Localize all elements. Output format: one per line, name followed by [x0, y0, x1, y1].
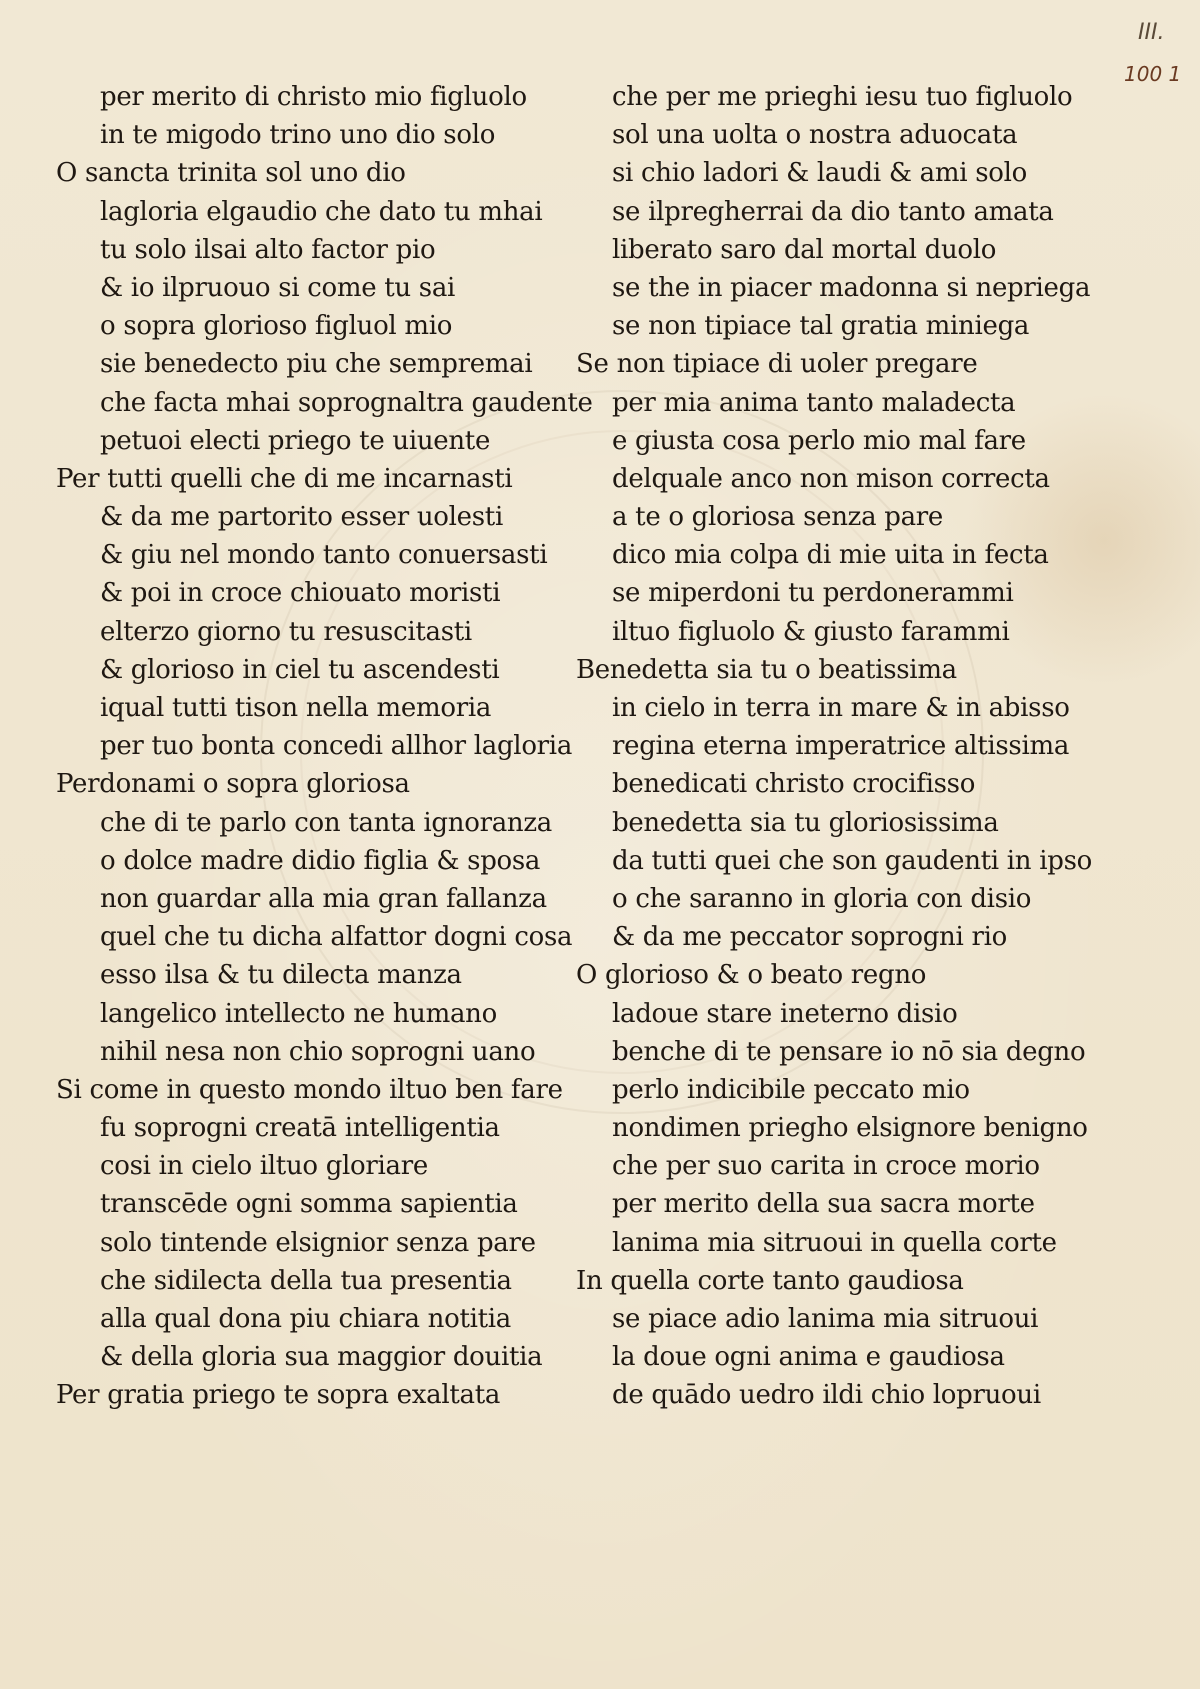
right-verse-line: se piace adio lanima mia sitruoui	[612, 1304, 1039, 1334]
right-verse-line: e giusta cosa perlo mio mal fare	[612, 425, 1026, 456]
left-verse-line: non guardar alla mia gran fallanza	[100, 883, 547, 914]
right-verse-line: se non tipiace tal gratia miniega	[612, 311, 1030, 342]
right-verse-line: dico mia colpa di mie uita in fecta	[612, 540, 1049, 571]
left-verse-line: o sopra glorioso figluol mio	[100, 311, 453, 342]
left-verse-line: in te migodo trino uno dio solo	[100, 120, 496, 151]
right-verse-line: In quella corte tanto gaudiosa	[576, 1265, 964, 1296]
handwritten-margin-note: 100 1	[1124, 62, 1182, 86]
right-verse-line: lanima mia sitruoui in quella corte	[612, 1227, 1057, 1258]
right-verse-line: si chio ladori & laudi & ami solo	[612, 158, 1027, 189]
left-verse-line: tu solo ilsai alto factor pio	[100, 234, 436, 265]
left-verse-line: solo tintende elsignior senza pare	[100, 1227, 536, 1258]
left-verse-line: Perdonami o sopra gloriosa	[56, 769, 410, 800]
right-verse-line: a te o gloriosa senza pare	[612, 502, 944, 533]
right-verse-line: benedetta sia tu gloriosissima	[612, 807, 999, 838]
right-verse-line: nondimen priegho elsignore benigno	[612, 1113, 1088, 1144]
right-verse-line: benedicati christo crocifisso	[612, 769, 976, 800]
right-verse-line: la doue ogni anima e gaudiosa	[612, 1342, 1005, 1373]
right-verse-line: se ilpregherrai da dio tanto amata	[612, 196, 1054, 227]
right-verse-line: Benedetta sia tu o beatissima	[576, 654, 957, 685]
right-verse-line: se the in piacer madonna si nepriega	[612, 272, 1091, 303]
right-verse-line: per merito della sua sacra morte	[612, 1189, 1035, 1220]
right-verse-line: sol una uolta o nostra aduocata	[612, 120, 1018, 151]
left-verse-line: esso ilsa & tu dilecta manza	[100, 960, 462, 991]
right-verse-line: perlo indicibile peccato mio	[612, 1074, 970, 1105]
left-verse-line: & da me partorito esser uolesti	[100, 502, 503, 533]
left-verse-line: & giu nel mondo tanto conuersasti	[100, 540, 548, 571]
left-verse-line: sie benedecto piu che sempremai	[100, 349, 533, 380]
right-verse-line: delquale anco non mison correcta	[612, 463, 1050, 494]
left-text-column	[56, 78, 593, 1415]
left-verse-line: elterzo giorno tu resuscitasti	[100, 616, 472, 647]
left-verse-line: fu soprogni creatā intelligentia	[100, 1113, 500, 1144]
right-verse-line: ladoue stare ineterno disio	[612, 998, 958, 1029]
left-verse-line: che facta mhai soprognaltra gaudente	[100, 387, 593, 418]
left-verse-line: & poi in croce chiouato moristi	[100, 578, 501, 609]
left-verse-line: lagloria elgaudio che dato tu mhai	[100, 196, 543, 227]
right-verse-line: da tutti quei che son gaudenti in ipso	[612, 845, 1092, 876]
left-verse-line: Per gratia priego te sopra exaltata	[56, 1380, 501, 1411]
right-verse-line: O glorioso & o beato regno	[576, 960, 927, 991]
left-verse-line: nihil nesa non chio soprogni uano	[100, 1036, 536, 1067]
left-verse-line: o dolce madre didio figlia & sposa	[100, 845, 541, 876]
right-verse-line: & da me peccator soprogni rio	[612, 922, 1007, 953]
right-verse-line: iltuo figluolo & giusto farammi	[612, 616, 1010, 647]
left-verse-line: per tuo bonta concedi allhor lagloria	[100, 731, 573, 762]
left-verse-line: O sancta trinita sol uno dio	[56, 158, 406, 189]
left-verse-line: & glorioso in ciel tu ascendesti	[100, 654, 500, 685]
right-verse-line: che per me prieghi iesu tuo figluolo	[612, 82, 1073, 112]
right-text-column	[576, 78, 1092, 1415]
right-verse-line: che per suo carita in croce morio	[612, 1151, 1040, 1182]
right-verse-line: in cielo in terra in mare & in abisso	[612, 693, 1070, 723]
left-verse-line: petuoi electi priego te uiuente	[100, 425, 491, 456]
left-verse-line: & io ilpruouo si come tu sai	[100, 272, 456, 303]
left-verse-line: che di te parlo con tanta ignoranza	[100, 807, 552, 838]
left-verse-line: & della gloria sua maggior douitia	[100, 1342, 543, 1373]
right-verse-line: Se non tipiace di uoler pregare	[576, 349, 978, 380]
right-verse-line: liberato saro dal mortal duolo	[612, 234, 997, 265]
right-verse-line: benche di te pensare io nō sia degno	[612, 1036, 1086, 1067]
left-verse-line: iqual tutti tison nella memoria	[100, 693, 492, 723]
left-verse-line: langelico intellecto ne humano	[100, 998, 497, 1029]
left-verse-line: che sidilecta della tua presentia	[100, 1265, 512, 1296]
folio-number: III.	[1138, 20, 1165, 45]
right-verse-line: de quādo uedro ildi chio lopruoui	[612, 1380, 1041, 1411]
left-verse-line: per merito di christo mio figluolo	[100, 82, 527, 112]
left-verse-line: cosi in cielo iltuo gloriare	[100, 1151, 428, 1182]
right-verse-line: per mia anima tanto maladecta	[612, 387, 1016, 418]
right-verse-line: o che saranno in gloria con disio	[612, 883, 1032, 914]
right-verse-line: regina eterna imperatrice altissima	[612, 731, 1070, 762]
right-verse-line: se miperdoni tu perdonerammi	[612, 578, 1014, 609]
left-verse-line: Per tutti quelli che di me incarnasti	[56, 463, 513, 494]
left-verse-line: transcēde ogni somma sapientia	[100, 1189, 518, 1220]
left-verse-line: quel che tu dicha alfattor dogni cosa	[100, 922, 573, 953]
left-verse-line: alla qual dona piu chiara notitia	[100, 1304, 511, 1334]
left-verse-line: Si come in questo mondo iltuo ben fare	[56, 1074, 563, 1105]
